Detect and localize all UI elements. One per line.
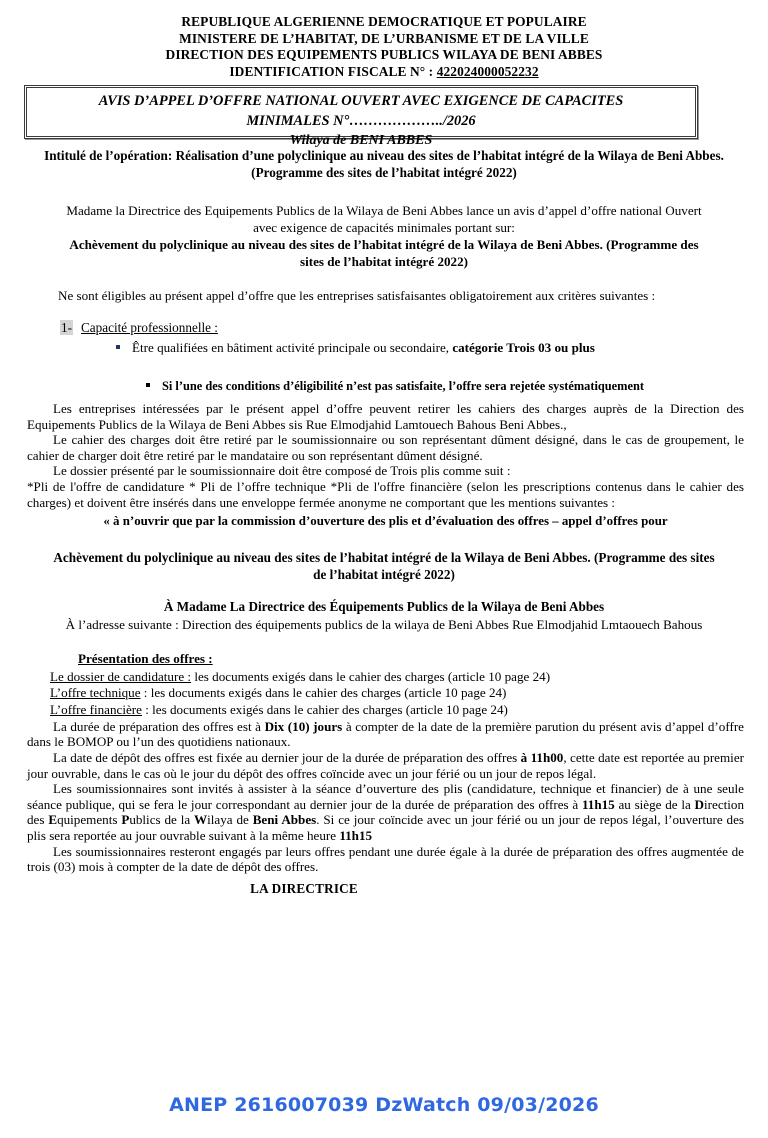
deadline-opening: [27, 781, 744, 843]
offers-item-technique-label: L’offre technique: [50, 685, 141, 701]
fiscal-label: IDENTIFICATION FISCALE N° :: [229, 63, 437, 79]
document-header: [0, 0, 768, 80]
body-paragraphs: [27, 401, 744, 510]
eligibility-intro: Ne sont éligibles au présent appel d’offre que les entreprises satisfaisantes obligatoirement aux critères suivantes :: [58, 288, 656, 303]
object-repeat: Achèvement du polyclinique au niveau des sites de l’habitat intégré de la Wilaya de Beni Abbes. (Programme des sites de l’habitat intégré 2022): [53, 550, 715, 583]
eligibility-section-1: [60, 320, 768, 336]
eligibility-section-label: Capacité professionnelle :: [81, 320, 218, 335]
body-paragraph-4: *Pli de l'offre de candidature * Pli de l’offre technique *Pli de l'offre financière (selon les prescriptions contenus dans le cahier des charges) et doivent être insérés dans une enveloppe fermée anonyme ne comportant que les mentions suivantes :: [27, 478, 744, 510]
fiscal-number: 422024000052232: [436, 63, 539, 79]
offers-presentation-title: Présentation des offres :: [78, 651, 213, 667]
tender-title-box-wrapper: [24, 85, 698, 148]
addressee: À Madame La Directrice des Équipements Publics de la Wilaya de Beni Abbes: [163, 599, 605, 615]
square-bullet-icon: [146, 383, 150, 387]
tender-title-box: [24, 85, 698, 148]
announcement-intro: [56, 203, 712, 270]
eligibility-bullet-2: [146, 378, 768, 394]
offers-item-financiere-label: L’offre financière: [50, 701, 142, 717]
deadline-opening-j: W: [194, 812, 208, 828]
announcement-line1: Madame la Directrice des Equipements Publics de la Wilaya de Beni Abbes lance un avis d’appel d’offre national: [66, 203, 662, 218]
deadline-opening-location: Beni Abbes: [252, 812, 317, 828]
anep-footer: ANEP 2616007039 DzWatch 09/03/2026: [169, 1094, 599, 1116]
tender-title-line1: AVIS D’APPEL D’OFFRE NATIONAL OUVERT AVEC EXIGENCE DE CAPACITES: [98, 93, 624, 109]
deadline-opening-m: . Si ce jour coïncide avec un jour férié ou un jour de repos légal, l’ouverture des plis sera reportée au jour ouvrable suivant à la même heure: [27, 812, 745, 843]
deadline-opening-e: irection des: [27, 796, 745, 828]
deadline-submission: [27, 750, 744, 781]
deadline-submission-a: La date de dépôt des offres est fixée au dernier jour de la durée de préparation des offres: [53, 749, 521, 765]
address-line: À l’adresse suivante : Direction des équipements publics de la wilaya de Beni Abbes Rue Elmodjahid Lmtaouech Bahous: [65, 617, 703, 633]
deadline-submission-time: à 11h00: [520, 749, 564, 765]
deadline-opening-k: ilaya de: [207, 812, 253, 828]
fiscal-identification: [0, 64, 768, 81]
header-line-ministry: MINISTERE DE L’HABITAT, DE L’URBANISME ET DE LA VILLE: [179, 30, 589, 46]
tender-title-line2: MINIMALES N°………………../2026: [246, 113, 476, 129]
body-paragraph-3: Le dossier présenté par le soumissionnaire doit être composé de Trois plis comme suit :: [53, 463, 511, 479]
deadline-preparation-days: Dix (10) jours: [264, 718, 343, 734]
deadline-opening-i: ublics de la: [129, 812, 195, 828]
body-paragraph-1: Les entreprises intéressées par le présent appel d’offre peuvent retirer les cahiers des charges auprès de la Direction des Equipements Publics de la Wilaya de Beni Abbes sis Rue Elmodjahid Lamtouech Bahous Beni Abbes.,: [27, 401, 744, 432]
eligibility-bullet-1-bold: catégorie Trois 03 ou plus: [452, 340, 595, 355]
deadline-opening-g: quipements: [57, 812, 122, 828]
offers-presentation-list: [50, 669, 744, 718]
offers-item-candidature-label: Le dossier de candidature :: [50, 669, 192, 685]
signature-block: LA DIRECTRICE: [250, 880, 358, 896]
header-line-republic: REPUBLIQUE ALGERIENNE DEMOCRATIQUE ET POPULAIRE: [181, 14, 587, 29]
operation-title-text: Réalisation d’une polyclinique au niveau des sites de l’habitat intégré de la Wilaya de Beni Abbes. (Programme des sites de l’habitat intégré 2022): [175, 148, 724, 180]
deadlines-block: [27, 719, 744, 875]
offers-item-financiere-text: : les documents exigés dans le cahier des charges (article 10 page 24): [141, 701, 508, 717]
eligibility-bullet-2-text: Si l’une des conditions d’éligibilité n’est pas satisfaite, l’offre sera rejetée systématiquement: [162, 379, 645, 393]
header-line-direction: DIRECTION DES EQUIPEMENTS PUBLICS WILAYA DE BENI ABBES: [165, 47, 603, 62]
envelope-mention-quote: « à n’ouvrir que par la commission d’ouverture des plis et d’évaluation des offres – appel d’offres pour: [103, 514, 668, 529]
tender-title-box-inner: [26, 87, 696, 148]
operation-title: [26, 147, 742, 181]
offers-item-technique: [50, 685, 744, 701]
tender-title-line3-clipped: Wilaya de BENI ABBES: [289, 133, 433, 148]
deadline-opening-time: 11h15: [581, 796, 615, 812]
deadline-opening-a: Les soumissionnaires sont invités à assister à la séance d’ouverture des plis (candidature, technique et financier) de à une seule séance publique, qui se fera le jour correspondant au dernier jour de la durée de préparation des offres à: [27, 781, 744, 812]
eligibility-section-number: 1-: [61, 320, 72, 335]
offers-item-technique-text: : les documents exigés dans le cahier des charges (article 10 page 24): [140, 685, 507, 701]
deadline-preparation: [27, 719, 744, 750]
deadline-opening-d: D: [694, 796, 705, 812]
deadline-opening-h: P: [121, 812, 130, 828]
deadline-opening-f: E: [48, 812, 58, 828]
body-paragraph-2: Le cahier des charges doit être retiré par le soumissionnaire ou son représentant dûment désigné, dans le cas de groupement, le cahier de charger doit être retiré par le mandataire ou son représentant dûment désigné.: [27, 432, 744, 463]
eligibility-bullet-1: [116, 340, 768, 356]
deadline-submission-c: , cette date est reportée au premier jour ouvrable, dans le cas où le jour du dépôt des offres coïncide avec un jour férié ou un jour de repos légal.: [27, 749, 744, 781]
eligibility-bullet-1-normal: Être qualifiées en bâtiment activité principale ou secondaire,: [132, 340, 453, 355]
deadline-opening-c: au siège de la: [614, 796, 695, 812]
offers-item-candidature: [50, 669, 744, 685]
announcement-object: Achèvement du polyclinique au niveau des sites de l’habitat intégré de la Wilaya de Beni Abbes. (Programme des sites de l’habitat intégré 2022): [69, 237, 699, 269]
square-bullet-icon: [116, 345, 120, 349]
deadline-preparation-c: à compter de la date de la première parution du présent avis d’appel d’offre dans le BOMOP ou l’un des quotidiens nationaux.: [27, 718, 744, 750]
validity-commitment: Les soumissionnaires resteront engagés par leurs offres pendant une durée égale à la durée de préparation des offres augmentée de trois (03) mois à compter de la date de dépôt des offres.: [27, 843, 744, 875]
announcement-line2: Ouvert avec exigence de capacités minimales portant sur:: [253, 203, 702, 235]
offers-item-financiere: [50, 702, 744, 718]
eligibility-bullet-1-text: [132, 340, 595, 356]
deadline-preparation-a: La durée de préparation des offres est à: [53, 718, 265, 734]
offers-item-candidature-text: les documents exigés dans le cahier des charges (article 10 page 24): [191, 669, 551, 685]
operation-title-label: Intitulé de l’opération:: [44, 148, 176, 163]
deadline-opening-time-2: 11h15: [339, 827, 373, 843]
